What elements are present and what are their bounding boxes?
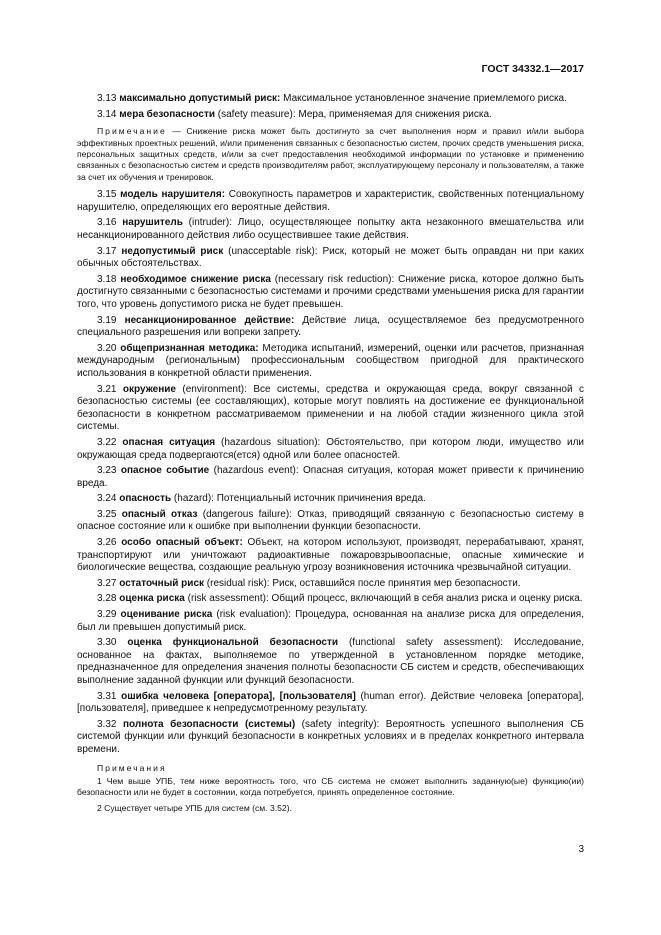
entry-text: (necessary risk reduction): Снижение риска, которое должно быть достигнуто связанными с безопасностью системами и прочими средствами уменьшения риска для гарантии того, что уровень допустимого риска не будет превышен.	[77, 273, 585, 310]
entry-term: несанкционированное действие:	[124, 314, 295, 326]
entry-term: окружение	[122, 383, 176, 395]
definition-3-26	[77, 537, 584, 575]
definition-3-19	[77, 315, 584, 340]
entry-term: нарушитель	[122, 217, 183, 229]
definition-3-30	[77, 637, 584, 687]
entry-term: оценка риска	[119, 593, 185, 605]
entry-number: 3.31	[97, 690, 117, 702]
entry-text: (unacceptable risk): Риск, который не может быть оправдан ни при каких обычных обстоятельствах.	[77, 245, 585, 270]
note-label: Примечание	[97, 126, 167, 137]
definition-3-32	[77, 719, 584, 757]
entry-text: Совокупность параметров и характеристик, свойственных потенциальному нарушителю, определяющих его вероятные действия.	[77, 189, 584, 213]
entry-text: (hazard): Потенциальный источник причинения вреда.	[171, 493, 426, 505]
entry-text: Объект, на котором используют, производят, перерабатывают, хранят, транспортируют или уничтожают радиоактивные пожаровзрывоопасные, опасные химические и биологические вещества, создающие реальную угрозу возникновения источника чрезвычайной ситуации.	[77, 537, 584, 574]
entry-text: (human error). Действие человека [оператора], [пользователя], приведшее к непредусмотренному результату.	[77, 690, 585, 715]
entry-term: оценка функциональной безопасности	[127, 637, 339, 649]
page-content	[77, 93, 584, 818]
entry-term: модель нарушителя:	[120, 189, 226, 201]
entry-number: 3.17	[97, 245, 117, 257]
entry-text: (residual risk): Риск, оставшийся после принятия мер безопасности.	[204, 577, 521, 589]
entry-number: 3.21	[97, 383, 117, 395]
note-3-14	[77, 126, 584, 183]
definition-3-27	[77, 578, 584, 591]
entry-term: остаточный риск	[119, 577, 205, 589]
entry-term: опасное событие	[120, 465, 210, 477]
entry-number: 3.26	[97, 537, 117, 549]
definition-3-21	[77, 384, 584, 434]
definition-3-25	[77, 509, 584, 534]
entry-text: (functional safety assessment): Исследование, основанное на фактах, выполняемое по утвержденной в установленном порядке методике, предназначенное для определения значения полноты безопасности СБ систем и средств, обеспечивающих выполнение заданной функции или функций безопасности.	[77, 637, 584, 686]
entry-text: (hazardous situation): Обстоятельство, при котором люди, имущество или окружающая среда подвергаются(ется) одной или более опасностей.	[77, 436, 585, 461]
notes-heading: Примечания	[97, 762, 167, 773]
entry-text: (risk evaluation): Процедура, основанная на анализе риска для определения, был ли превышен допустимый риск.	[77, 609, 584, 633]
entry-term: мера безопасности	[119, 108, 216, 120]
entry-number: 3.30	[97, 637, 117, 649]
entry-text: (dangerous failure): Отказ, приводящий связанную с безопасностью систему в опасное состояние или к ошибке при выполнении функции безопасности.	[77, 508, 584, 533]
entry-term: максимально допустимый риск:	[119, 93, 281, 104]
entry-number: 3.23	[97, 465, 117, 477]
entry-term: особо опасный объект:	[121, 537, 243, 549]
entry-number: 3.28	[97, 593, 117, 605]
definition-3-31	[77, 691, 584, 716]
entry-number: 3.15	[97, 189, 117, 201]
note-item-2: 2 Существует четыре УПБ для систем (см. 3.52).	[97, 802, 292, 813]
entry-term: недопустимый риск	[121, 245, 224, 257]
definition-3-18	[77, 274, 584, 312]
definition-3-15	[77, 189, 584, 214]
definition-3-24	[77, 493, 584, 506]
entry-number: 3.14	[97, 108, 117, 120]
entry-term: ошибка человека [оператора], [пользователя]	[121, 690, 356, 702]
entry-number: 3.20	[97, 342, 117, 354]
entry-term: необходимое снижение риска	[120, 273, 271, 285]
entry-number: 3.29	[97, 609, 117, 621]
definition-3-14	[77, 109, 584, 122]
entry-text: Максимальное установленное значение приемлемого риска.	[280, 93, 567, 104]
entry-number: 3.32	[97, 718, 117, 730]
entry-number: 3.18	[97, 273, 117, 285]
note-item-1: 1 Чем выше УПБ, тем ниже вероятность того, что СБ система не сможет выполнить заданную(ые) функцию(ии) безопасности или не будет в состоянии, когда потребуется, принять определенное состояние.	[77, 775, 584, 798]
definition-3-17	[77, 246, 584, 271]
definition-3-28	[77, 593, 584, 606]
definition-3-22	[77, 437, 584, 462]
entry-term: общепризнанная методика:	[120, 342, 259, 354]
entry-text: (intruder): Лицо, осуществляющее попытку акта незаконного вмешательства или несанкционированного действия либо осуществившее такие действия.	[77, 217, 584, 241]
entry-number: 3.16	[97, 217, 117, 229]
entry-text: (hazardous event): Опасная ситуация, которая может привести к причинению вреда.	[77, 465, 585, 489]
entry-number: 3.13	[97, 93, 117, 104]
entry-term: полнота безопасности (системы)	[122, 718, 296, 730]
entry-text: (safety integrity): Вероятность успешного выполнения СБ системой функции или функций безопасности в конкретных условиях и в пределах конкретного интервала времени.	[77, 718, 584, 755]
entry-term: опасная ситуация	[122, 436, 216, 448]
note-text: — Снижение риска может быть достигнуто за счет выполнения норм и правил и/или выбора эффективных проектных решений, и/или применения связанных с безопасностью систем, прочих средств уменьшения риска, персональных защитных средств, и/или за счет предоставления необходимой информации по установке и применению связанных с безопасностью систем и средств производителям работ, эксплуатирующему персоналу и пользователям, а также за счет их обучения и тренировок.	[77, 126, 584, 182]
definition-3-13	[77, 93, 584, 106]
entry-term: опасный отказ	[121, 508, 198, 520]
definition-3-16	[77, 217, 584, 242]
entry-number: 3.19	[97, 314, 117, 326]
page-number: 3	[578, 844, 584, 855]
entry-term: оценивание риска	[120, 609, 213, 621]
entry-text: (safety measure): Мера, применяемая для снижения риска.	[215, 108, 492, 120]
definition-3-20	[77, 343, 584, 381]
entry-number: 3.24	[97, 493, 117, 505]
definition-3-23	[77, 465, 584, 490]
entry-number: 3.25	[97, 508, 117, 520]
entry-number: 3.27	[97, 577, 117, 589]
entry-term: опасность	[119, 493, 172, 505]
entry-text: Методика испытаний, измерений, оценки или расчетов, признанная международным (региональным) профессиональным сообществом пригодной для практического использования в конкретной области применения.	[77, 342, 585, 379]
entry-text: Действие лица, осуществляемое без предусмотренного специального разрешения или вопреки запрету.	[77, 314, 585, 339]
document-id: ГОСТ 34332.1—2017	[481, 63, 584, 75]
definition-3-29	[77, 609, 584, 634]
entry-number: 3.22	[97, 436, 117, 448]
entry-text: (risk assessment): Общий процесс, включающий в себя анализ риска и оценку риска.	[184, 593, 583, 605]
entry-text: (environment): Все системы, средства и окружающая среда, вокруг связанной с безопасностью системы (ее составляющих), которые могут повлиять на достижение ее функциональной безопасности в конкретном рассматриваемом применении и на любой стадии жизненного цикла этой системы.	[77, 383, 584, 433]
